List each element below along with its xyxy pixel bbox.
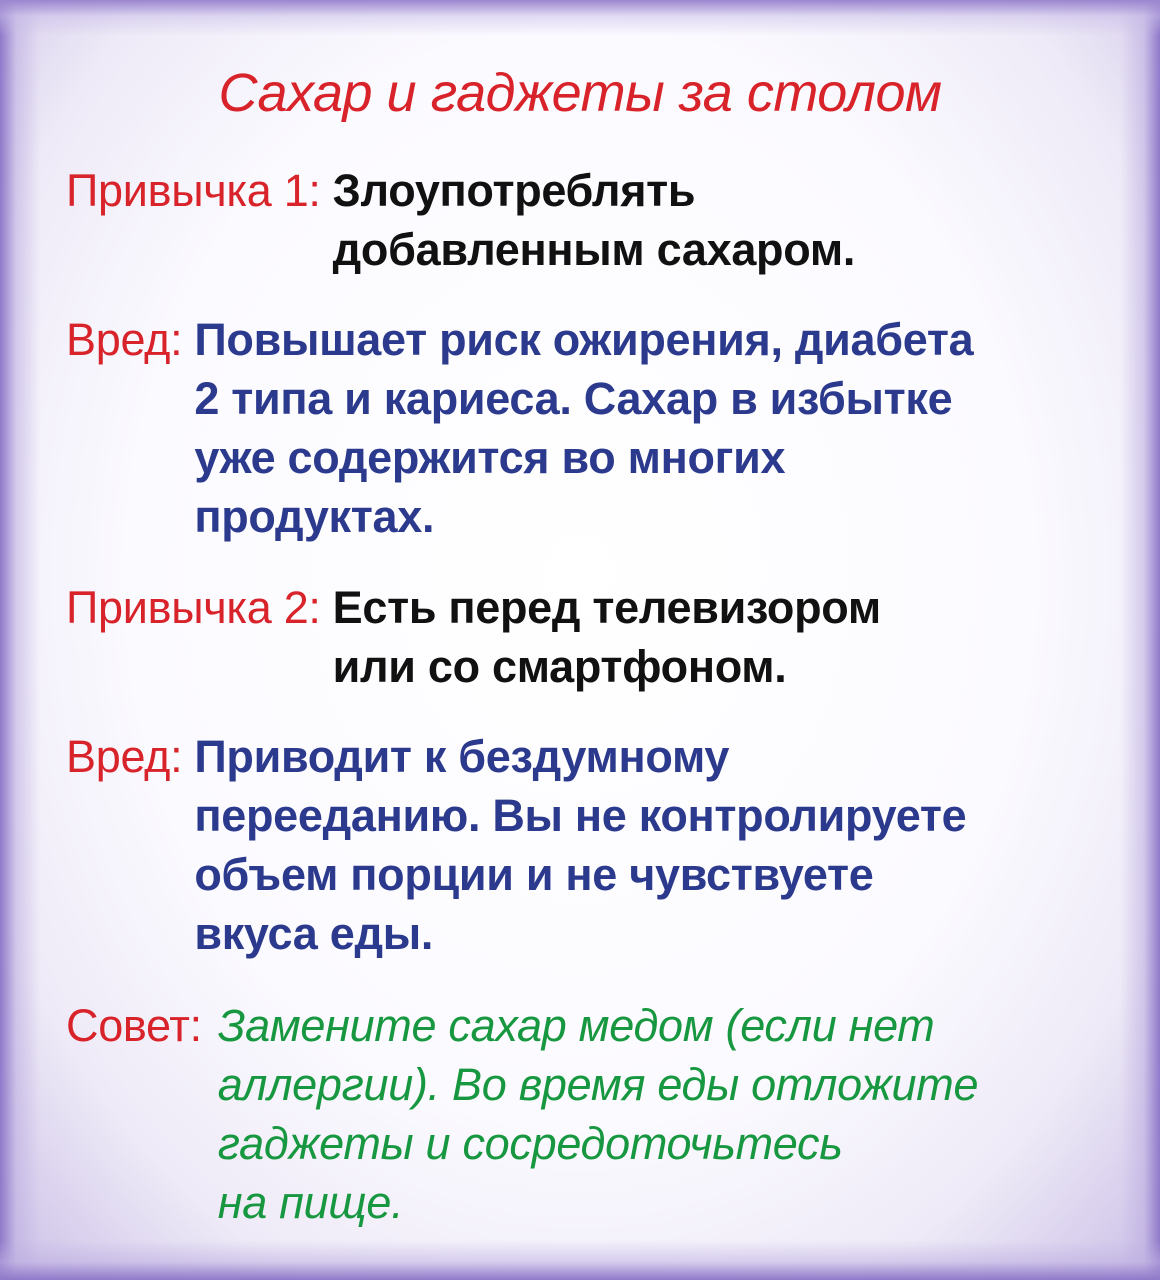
habit-2-line: Есть перед телевизором — [332, 582, 881, 633]
habit-2-section — [66, 578, 881, 696]
habit-1-line: Злоупотреблять — [332, 165, 696, 216]
harm-2-section — [66, 727, 966, 963]
harm-1-line: 2 типа и кариеса. Сахар в избытке — [194, 373, 953, 424]
habit-2-line: или со смартфоном. — [332, 641, 787, 692]
advice-line: аллергии). Во время еды отложите — [217, 1059, 979, 1110]
advice-label: Совет: — [66, 1000, 202, 1051]
harm-2-line: перееданию. Вы не контролируете — [194, 790, 967, 841]
harm-1-label: Вред: — [66, 314, 183, 365]
frame-edge-left — [0, 0, 40, 1280]
advice-section — [66, 996, 978, 1232]
frame-edge-bottom — [0, 1240, 1160, 1280]
harm-1-text — [194, 310, 973, 546]
harm-1-section — [66, 310, 973, 546]
harm-2-line: вкуса еды. — [194, 908, 434, 959]
harm-1-line: Повышает риск ожирения, диабета — [194, 314, 974, 365]
habit-2-text — [333, 578, 881, 696]
habit-2-label: Привычка 2: — [66, 582, 321, 633]
poster-title: Сахар и гаджеты за столом — [218, 63, 942, 123]
harm-2-line: объем порции и не чувствуете — [194, 849, 874, 900]
habit-1-section — [66, 161, 855, 279]
habit-1-line: добавленным сахаром. — [332, 224, 856, 275]
habit-1-label: Привычка 1: — [66, 165, 321, 216]
harm-2-text — [194, 727, 966, 963]
harm-1-line: уже содержится во многих — [194, 432, 786, 483]
harm-2-label: Вред: — [66, 731, 183, 782]
frame-edge-right — [1120, 0, 1160, 1280]
advice-line: гаджеты и сосредоточьтесь — [217, 1118, 843, 1169]
frame-edge-top — [0, 0, 1160, 36]
harm-2-line: Приводит к бездумному — [194, 731, 730, 782]
advice-text — [218, 996, 978, 1232]
advice-line: на пище. — [217, 1177, 404, 1228]
advice-line: Замените сахар медом (если нет — [217, 1000, 935, 1051]
habit-1-text — [333, 161, 855, 279]
harm-1-line: продуктах. — [194, 491, 435, 542]
